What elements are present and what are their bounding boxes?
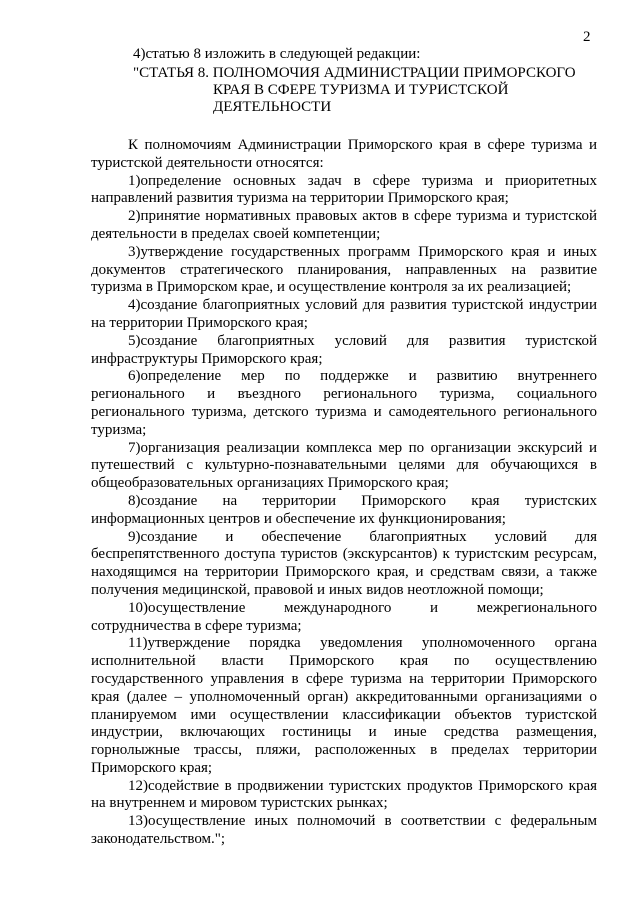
paragraph-line: 1)определение основных задач в сфере туризма и приоритетных — [128, 172, 597, 189]
article-paragraph — [91, 813, 597, 849]
paragraph-line: направлений развития туризма на территории Приморского края; — [91, 190, 509, 207]
paragraph-line: сотрудничества в сфере туризма; — [91, 617, 302, 634]
paragraph-line: информационных центров и обеспечение их функционирования; — [91, 510, 506, 527]
paragraph-line: на территории Приморского края; — [91, 314, 308, 331]
paragraph-line: туризма в Приморском крае, и осуществление контроля за их реализацией; — [91, 279, 572, 296]
article-heading-line: ДЕЯТЕЛЬНОСТИ — [213, 99, 332, 115]
paragraph-line: 11)утверждение порядка уведомления уполномоченного органа — [128, 635, 597, 652]
paragraph-line: 13)осуществление иных полномочий в соответствии с федеральным — [128, 813, 597, 830]
paragraph-line: инфраструктуры Приморского края; — [91, 350, 323, 367]
paragraph-line: государственного управления в сфере туризма на территории Приморского — [91, 670, 597, 687]
article-paragraph — [91, 244, 597, 297]
paragraph-line: 12)содействие в продвижении туристских продуктов Приморского края — [128, 777, 597, 794]
article-paragraph — [91, 333, 597, 369]
paragraph-line: 6)определение мер по поддержке и развитию внутреннего — [128, 368, 597, 385]
paragraph-line: индустрии, включающих гостиницы и иные средства размещения, — [91, 724, 597, 741]
paragraph-line: регионального туризма, детского туризма и самодеятельного регионального — [91, 403, 597, 420]
article-paragraph — [91, 368, 597, 439]
article-paragraph — [91, 778, 597, 814]
article-paragraph — [91, 137, 597, 173]
paragraph-line: 8)создание на территории Приморского края туристских — [128, 492, 597, 509]
paragraph-line: К полномочиям Администрации Приморского края в сфере туризма и — [128, 137, 597, 153]
paragraph-line: деятельности в пределах своей компетенции; — [91, 225, 381, 242]
paragraph-line: горнолыжные трассы, пляжи, расположенных в пределах территории — [91, 742, 597, 759]
article-body — [91, 137, 597, 849]
paragraph-line: туристской деятельности относятся: — [91, 154, 324, 171]
article-paragraph — [91, 529, 597, 600]
paragraph-line: 3)утверждение государственных программ Приморского края и иных — [128, 243, 597, 260]
paragraph-line: туризма; — [91, 421, 147, 438]
article-heading-line: "СТАТЬЯ 8. ПОЛНОМОЧИЯ АДМИНИСТРАЦИИ ПРИМОРСКОГО — [133, 65, 576, 81]
article-paragraph — [91, 600, 597, 636]
paragraph-line: беспрепятственного доступа туристов (экскурсантов) к туристским ресурсам, — [91, 546, 597, 563]
article-paragraph — [91, 173, 597, 209]
paragraph-line: 7)организация реализации комплекса мер по организации экскурсий и — [128, 439, 597, 456]
paragraph-line: 2)принятие нормативных правовых актов в сфере туризма и туристской — [128, 208, 597, 225]
article-paragraph — [91, 297, 597, 333]
paragraph-line: находящимся на территории Приморского края, и средствам связи, а также — [91, 564, 597, 581]
article-heading — [133, 65, 603, 116]
paragraph-line: 9)создание и обеспечение благоприятных условий для — [128, 528, 597, 545]
paragraph-line: исполнительной власти Приморского края по осуществлению — [91, 653, 597, 670]
article-paragraph — [91, 208, 597, 244]
paragraph-line: общеобразовательных организациях Приморского края; — [91, 475, 449, 492]
paragraph-line: документов стратегического планирования, направленных на развитие — [91, 261, 597, 278]
paragraph-line: путешествий с культурно-познавательными целями для обучающихся в — [91, 457, 597, 474]
paragraph-line: получения медицинской, правовой и иных видов неотложной помощи; — [91, 581, 544, 598]
paragraph-line: на внутреннем и мировом туристских рынках; — [91, 795, 388, 812]
paragraph-line: края (далее – уполномоченный орган) аккредитованными организациями о — [91, 688, 597, 705]
article-paragraph — [91, 440, 597, 493]
paragraph-line: 10)осуществление международного и межрегионального — [128, 599, 597, 616]
article-paragraph — [91, 493, 597, 529]
article-heading-line: КРАЯ В СФЕРЕ ТУРИЗМА И ТУРИСТСКОЙ — [213, 82, 509, 98]
amendment-intro: 4)статью 8 изложить в следующей редакции: — [133, 46, 421, 62]
page-number: 2 — [583, 29, 591, 45]
paragraph-line: Приморского края; — [91, 759, 213, 776]
paragraph-line: регионального и въездного регионального туризма, социального — [91, 386, 597, 403]
article-paragraph — [91, 635, 597, 777]
paragraph-line: законодательством."; — [91, 831, 226, 848]
paragraph-line: 4)создание благоприятных условий для развития туристской индустрии — [128, 297, 597, 314]
paragraph-line: 5)создание благоприятных условий для развития туристской — [128, 332, 597, 349]
paragraph-line: планируемом ими осуществлении классификации объектов туристской — [91, 706, 597, 723]
